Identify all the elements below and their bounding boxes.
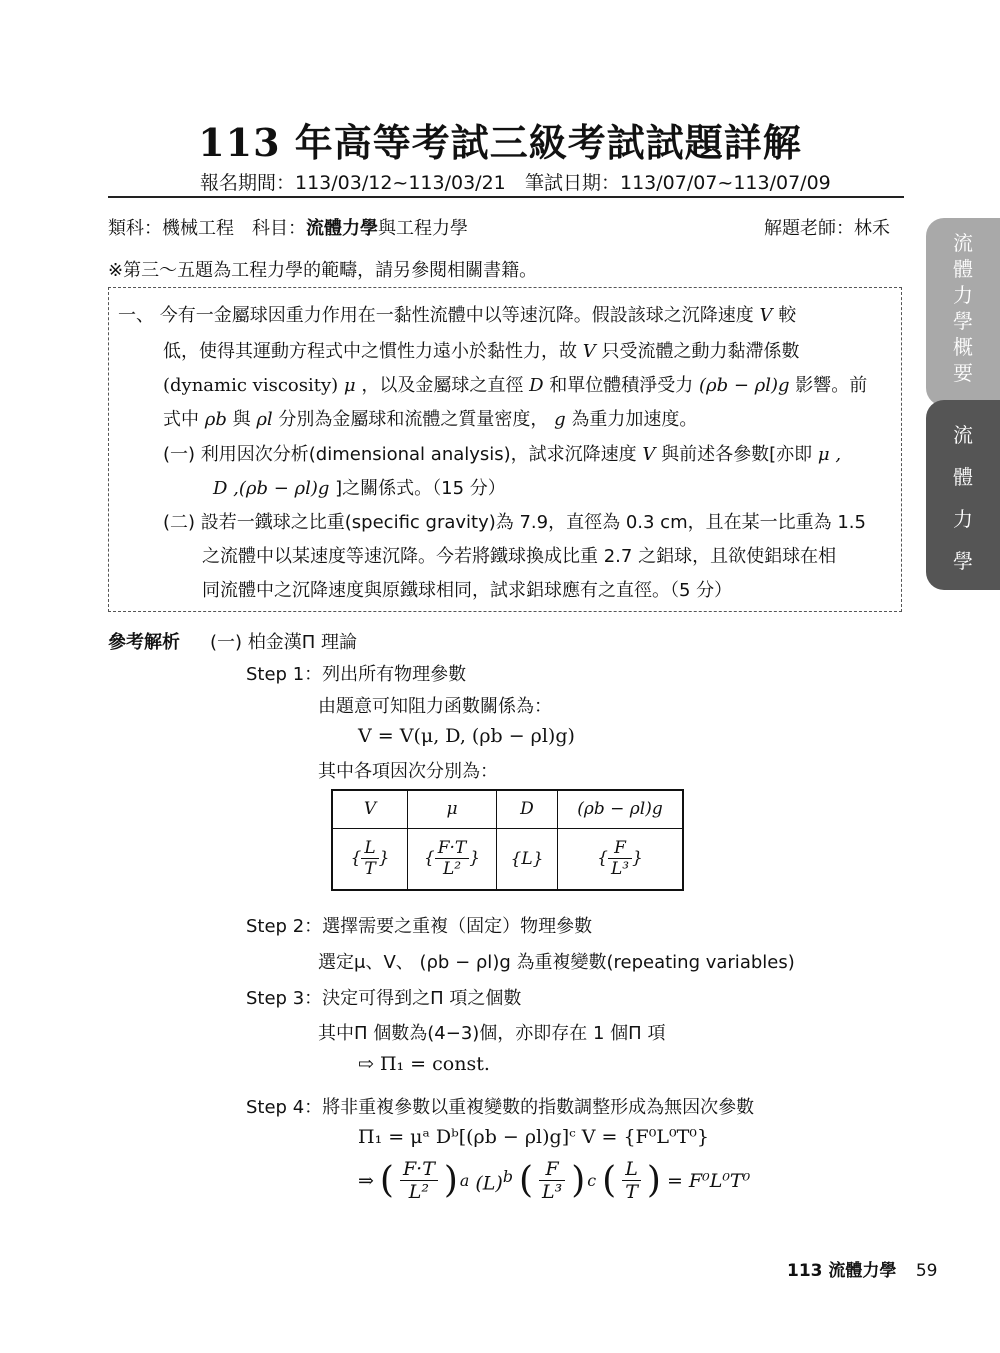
question-line-3: (dynamic viscosity) μ ，以及金屬球之直徑 D 和單位體積淨受力 (ρb − ρl)g 影響。前 [163,375,868,396]
table-header-d: D [497,790,558,828]
table-dim-v: { $\frac{L}{T}$ } [332,828,408,890]
question-part-1: (一) 利用因次分析(dimensional analysis)，試求沉降速度 V 與前述各參數[亦即 μ , [163,444,842,465]
exam-date: 筆試日期：113/07/07~113/07/09 [525,172,831,194]
footer-book: 113 流體力學 [787,1261,897,1281]
question-line-4: 式中 ρb 與 ρl 分別為金屬球和流體之質量密度， g 為重力加速度。 [163,409,698,430]
header-divider [108,196,904,198]
equation-5: ⇒ ( $\frac{F\cdot T}{\text{L²}}$ ) a $(L)^b$ ( $\frac{F}{\text{L³}}$ ) c ( $\frac{L}{T}$ ) = F⁰L⁰T⁰ [358,1158,751,1203]
page-footer [787,1256,937,1281]
step-1-desc: 由題意可知阻力函數關係為： [318,696,552,717]
page-number: 59 [915,1261,938,1281]
table-header-v: V [332,790,408,828]
table-dim-force: { $\frac{F}{\text{L³}}$ } [558,828,684,890]
side-tab-fluid-mechanics[interactable]: 流 體 力 學 [926,400,1000,590]
step-3-equation: ⇨ Π₁ = const. [358,1053,490,1075]
page-title: 113 年高等考試三級考試試題詳解 [198,120,802,165]
question-line-1: 一、 今有一金屬球因重力作用在一黏性流體中以等速沉降。假設該球之沉降速度 V 較 [118,305,797,326]
dims-intro: 其中各項因次分別為： [318,761,498,782]
category-label: 類科：機械工程 科目： [108,218,306,239]
subject-rest: 與工程力學 [378,218,468,239]
step-2: Step 2：選擇需要之重複（固定）物理參數 [246,916,593,937]
solution-part-1: (一) 柏金漢Π 理論 [210,632,358,653]
table-header-mu: μ [408,790,497,828]
subject-line [108,214,468,240]
solution-label: 參考解析 [108,632,180,653]
subject-bold: 流體力學 [306,218,378,239]
registration-period: 報名期間：113/03/12~113/03/21 [200,172,506,194]
question-part-2: (二) 設若一鐵球之比重(specific gravity)為 7.9，直徑為 0.3 cm，且在某一比重為 1.5 [163,512,866,533]
scope-note: ※第三～五題為工程力學的範疇，請另參閱相關書籍。 [108,260,538,281]
question-part-2-line-3: 同流體中之沉降速度與原鐵球相同，試求鋁球應有之直徑。（5 分） [202,580,733,601]
step-2-desc: 選定μ、V、 (ρb − ρl)g 為重複變數(repeating variables) [318,952,795,973]
table-dim-mu: { $\frac{F\cdot T}{\text{L²}}$ } [408,828,497,890]
step-4: Step 4：將非重複參數以重複變數的指數調整形成為無因次參數 [246,1097,755,1118]
table-dim-d: {L} [497,828,558,890]
teacher-label: 解題老師：林禾 [764,218,890,239]
step-3: Step 3：決定可得到之Π 項之個數 [246,988,522,1009]
step-1: Step 1：列出所有物理參數 [246,664,467,685]
table-header-force: (ρb − ρl)g [558,790,684,828]
equation-4: Π₁ = μᵃ Dᵇ[(ρb − ρl)g]ᶜ V = {F⁰L⁰T⁰} [358,1126,709,1148]
dimension-table [331,789,684,891]
step-3-desc: 其中Π 個數為(4−3)個，亦即存在 1 個Π 項 [318,1023,666,1044]
question-line-2: 低，使得其運動方程式中之慣性力遠小於黏性力，故 V 只受流體之動力黏滯係數 [163,341,800,362]
question-part-2-line-2: 之流體中以某速度等速沉降。今若將鐵球換成比重 2.7 之鋁球，且欲使鋁球在相 [202,546,837,567]
equation-1: V = V(μ, D, (ρb − ρl)g) [358,725,575,747]
question-part-1-cont: D ,(ρb − ρl)g ]之關係式。（15 分） [213,478,506,499]
side-tab-fluid-mechanics-overview[interactable]: 流 體 力 學 概 要 [926,218,1000,406]
